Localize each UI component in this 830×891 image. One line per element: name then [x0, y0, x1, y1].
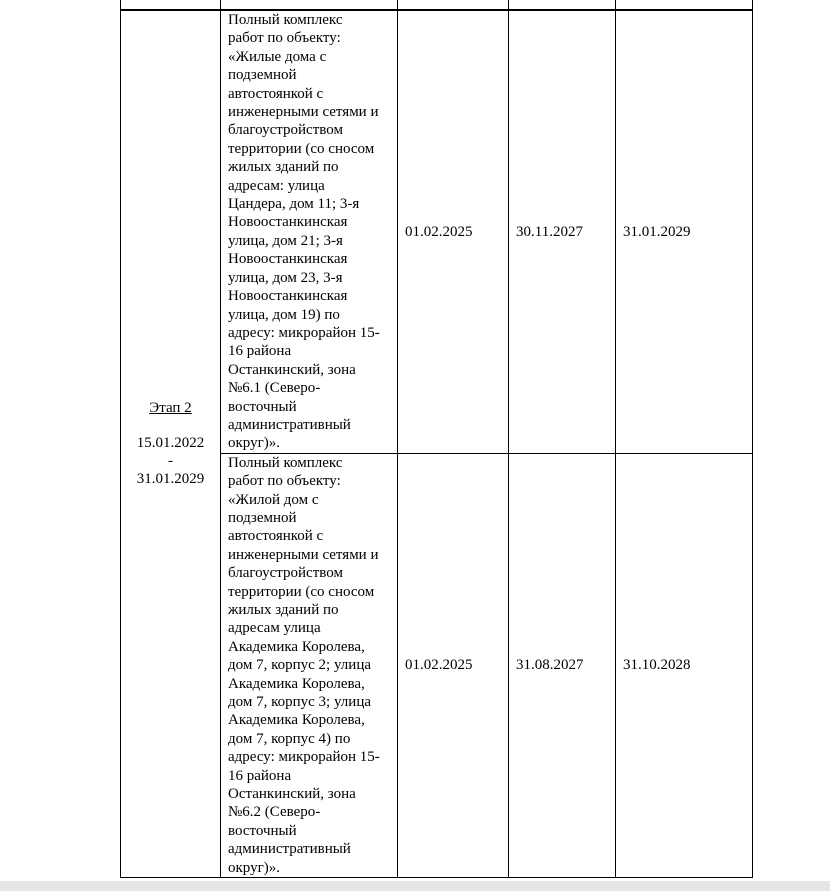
- stage-end-date: 31.01.2029: [136, 471, 205, 488]
- work-description: Полный комплекс работ по объекту: «Жилой дом с подземной автостоянкой с инженерными сетями и благоустройством территории (со сносом жилых зданий по адресам улица Академика Королева, дом 7, корпус 2; улица Академика Королева, дом 7, корпус 3; улица Академика Королева, дом 7, корпус 4) по адресу: микрорайон 15- 16 района Останкинский, зона №6.2 (Северо- восточный административный округ)».: [228, 454, 380, 876]
- stage-title: Этап 2: [149, 400, 192, 417]
- work-description: Полный комплекс работ по объекту: «Жилые дома с подземной автостоянкой с инженерными сетями и благоустройством территории (со сносом жилых зданий по адресам: улица Цандера, дом 11; 3-я Новоостанкинская улица, дом 21; 3-я Новоостанкинская улица, дом 23, 3-я Новоостанкинская улица, дом 19) по адресу: микрорайон 15- 16 района Останкинский, зона №6.1 (Северо- восточный административный округ)».: [228, 12, 380, 452]
- final-date-cell: 31.01.2029: [616, 10, 753, 453]
- end-date-cell: 31.08.2027: [509, 453, 616, 877]
- stage-date-separator: -: [168, 453, 173, 470]
- header-cell: [121, 0, 221, 10]
- start-date-cell: 01.02.2025: [398, 10, 509, 453]
- final-date-cell: 31.10.2028: [616, 453, 753, 877]
- stage-period: [121, 434, 220, 489]
- start-date-cell: 01.02.2025: [398, 453, 509, 877]
- stage-cell: [121, 10, 221, 878]
- header-cell: [509, 0, 616, 10]
- table-row: [121, 10, 753, 453]
- header-cell: [398, 0, 509, 10]
- header-cell: [221, 0, 398, 10]
- table-header-row-edge: [121, 0, 753, 10]
- work-description-cell: [221, 10, 398, 453]
- end-date-cell: 30.11.2027: [509, 10, 616, 453]
- schedule-table: [120, 0, 753, 878]
- work-description-cell: [221, 453, 398, 877]
- page-bottom-shadow: [0, 881, 830, 891]
- stage-start-date: 15.01.2022: [136, 434, 205, 451]
- header-cell: [616, 0, 753, 10]
